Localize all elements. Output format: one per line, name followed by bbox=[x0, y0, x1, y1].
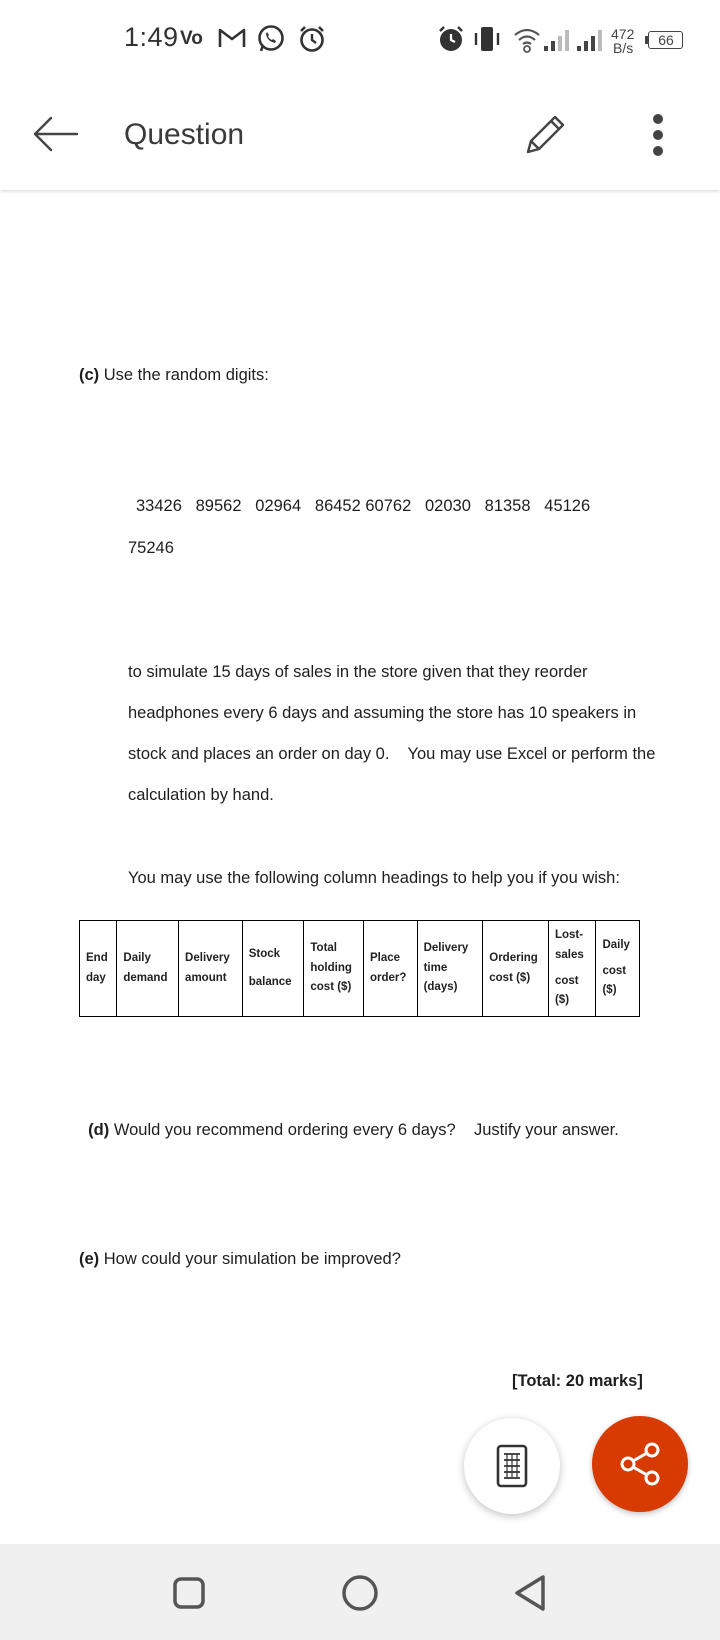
table-cell bbox=[304, 921, 364, 1017]
part-d-question bbox=[79, 1102, 619, 1140]
part-d-text: Would you recommend ordering every 6 days? Justify your answer. bbox=[109, 1121, 619, 1139]
part-c-para-line-4: calculation by hand. bbox=[128, 786, 274, 804]
part-e-question bbox=[79, 1250, 401, 1269]
heading-line: Lost- bbox=[554, 929, 584, 942]
document-icon bbox=[495, 1444, 529, 1488]
heading-line: time bbox=[423, 961, 448, 974]
share-button[interactable] bbox=[592, 1416, 688, 1512]
heading-line: ($) bbox=[602, 984, 617, 997]
net-speed-unit: B/s bbox=[613, 40, 634, 56]
back-arrow-icon[interactable] bbox=[31, 114, 79, 154]
heading-line: Daily bbox=[123, 951, 151, 964]
heading-line: Total bbox=[310, 942, 337, 955]
heading-line: cost bbox=[602, 964, 627, 977]
recents-square-icon[interactable] bbox=[172, 1576, 206, 1610]
part-c-para-line-3: stock and places an order on day 0. You may use Excel or perform the bbox=[128, 745, 656, 763]
part-c-instruction bbox=[79, 366, 269, 385]
table-cell bbox=[548, 921, 596, 1017]
table-cell bbox=[364, 921, 418, 1017]
heading-line: ($) bbox=[554, 994, 570, 1007]
part-e-label: (e) bbox=[79, 1250, 100, 1268]
page-title: Question bbox=[124, 118, 245, 151]
home-circle-icon[interactable] bbox=[341, 1574, 379, 1612]
random-digits-line-1: 33426 89562 02964 86452 60762 02030 81358 45126 bbox=[136, 497, 591, 515]
part-c-para-line-2: headphones every 6 days and assuming the store has 10 speakers in bbox=[128, 704, 637, 722]
table-cell bbox=[483, 921, 549, 1017]
heading-line: (days) bbox=[423, 981, 458, 994]
net-speed-value: 472 bbox=[611, 26, 635, 42]
status-time: 1:49 bbox=[124, 22, 179, 52]
heading-line: End bbox=[86, 951, 108, 964]
app-bar bbox=[0, 80, 720, 190]
heading-line: Delivery bbox=[185, 951, 230, 964]
carrier-text: Vo bbox=[180, 28, 203, 49]
headings-intro: You may use the following column headings to help you if you wish: bbox=[128, 869, 620, 887]
table-cell bbox=[417, 921, 483, 1017]
part-c-label: (c) bbox=[79, 366, 100, 384]
part-e-text: How could your simulation be improved? bbox=[99, 1250, 401, 1268]
table-cell bbox=[179, 921, 243, 1017]
heading-line: cost ($) bbox=[489, 971, 531, 984]
table-cell bbox=[117, 921, 179, 1017]
heading-line: Place bbox=[370, 951, 401, 964]
table-cell bbox=[80, 921, 117, 1017]
wifi-icon bbox=[512, 26, 542, 54]
heading-line: sales bbox=[554, 948, 584, 961]
heading-line: cost bbox=[554, 974, 579, 987]
document-view-button[interactable] bbox=[464, 1418, 560, 1514]
whatsapp-icon bbox=[256, 24, 286, 54]
heading-line: holding bbox=[310, 961, 352, 974]
heading-line: Ordering bbox=[489, 951, 538, 964]
signal-icon bbox=[544, 28, 606, 52]
heading-line: demand bbox=[123, 971, 168, 984]
battery-level: 66 bbox=[658, 32, 674, 48]
status-bar bbox=[0, 0, 720, 80]
heading-line: amount bbox=[185, 971, 227, 984]
alarm-icon bbox=[437, 25, 465, 53]
total-marks: [Total: 20 marks] bbox=[512, 1372, 643, 1390]
heading-line: cost ($) bbox=[310, 981, 352, 994]
table-cell bbox=[596, 921, 640, 1017]
column-headings-table bbox=[79, 920, 640, 1017]
share-icon bbox=[616, 1440, 664, 1488]
heading-line: day bbox=[86, 971, 106, 984]
table-row bbox=[80, 921, 640, 1017]
table-cell bbox=[242, 921, 304, 1017]
part-d-label: (d) bbox=[88, 1121, 110, 1139]
heading-line: order? bbox=[370, 971, 407, 984]
more-vert-icon[interactable] bbox=[650, 112, 666, 158]
random-digits-line-2: 75246 bbox=[128, 539, 174, 557]
heading-line: balance bbox=[248, 975, 292, 988]
heading-line: Daily bbox=[602, 939, 630, 952]
gmail-icon bbox=[218, 27, 246, 49]
pencil-icon[interactable] bbox=[522, 110, 570, 158]
alarm-clock-icon bbox=[297, 24, 327, 54]
vibrate-icon bbox=[472, 24, 502, 54]
heading-line: Stock bbox=[248, 947, 281, 960]
part-c-para-line-1: to simulate 15 days of sales in the store given that they reorder bbox=[128, 663, 588, 681]
heading-line: Delivery bbox=[423, 942, 469, 955]
part-c-text: Use the random digits: bbox=[99, 366, 269, 384]
back-triangle-icon[interactable] bbox=[512, 1574, 548, 1612]
system-nav-bar bbox=[0, 1544, 720, 1640]
